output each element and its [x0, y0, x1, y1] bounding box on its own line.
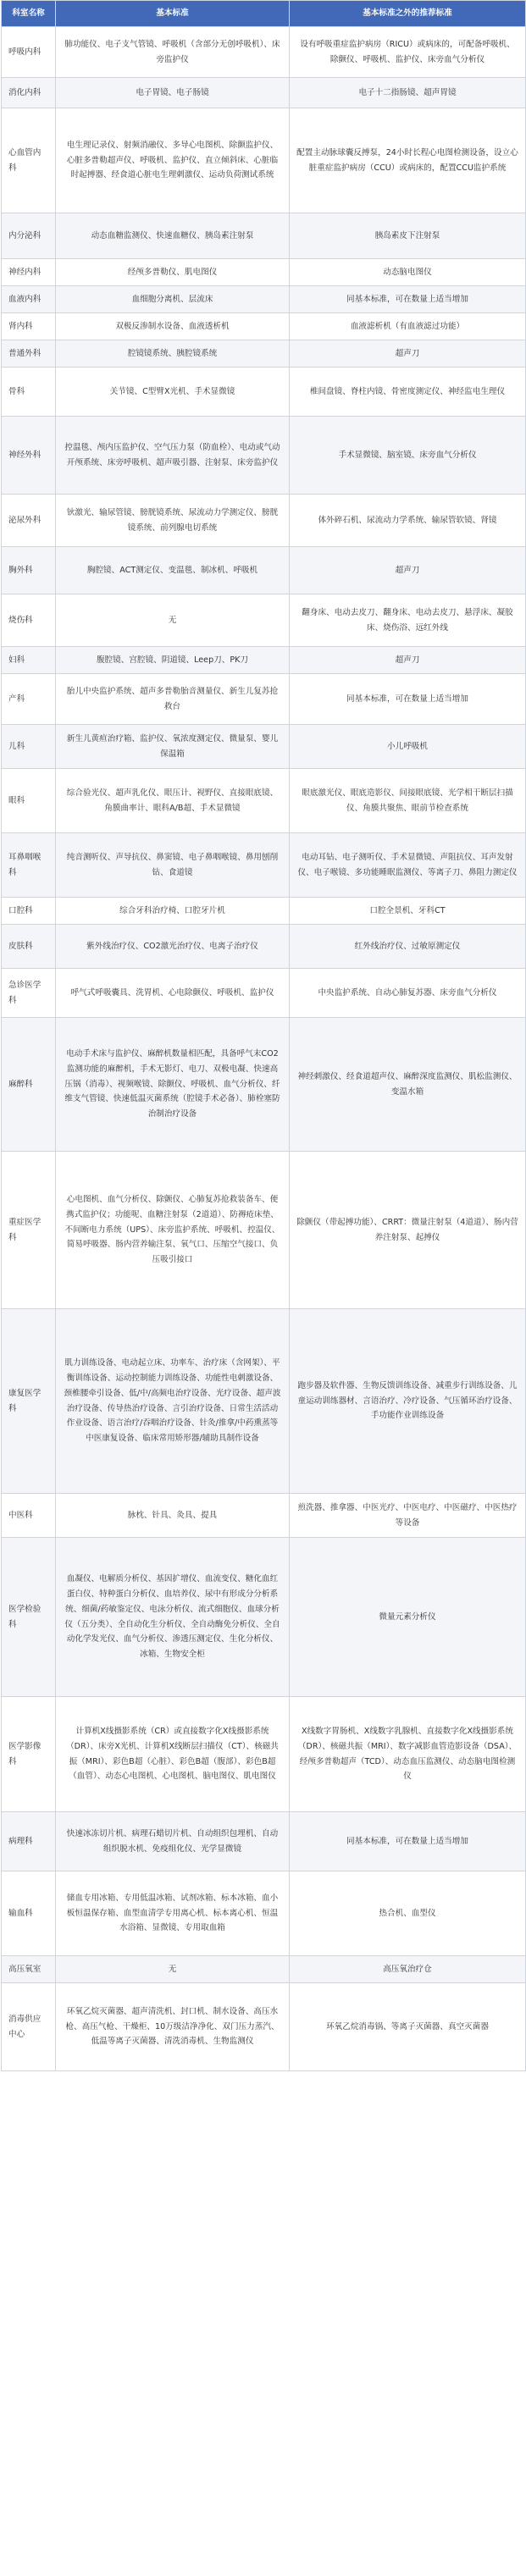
basic-standard: 肺功能仪、电子支气管镜、呼吸机（含部分无创呼吸机）、床旁监护仪 — [56, 27, 290, 78]
department-name: 急诊医学科 — [2, 969, 56, 1018]
basic-standard: 计算机X线摄影系统（CR）或直接数字化X线摄影系统（DR）、床旁X光机、计算机X线断层扫描仪（CT）、核磁共振（MRI）、彩色B超（心脏）、彩色B超（腹部）、彩色B超（血管）、动态心电图机、心电图机、脑电图仪、肌电图仪 — [56, 1697, 290, 1812]
department-name: 骨科 — [2, 368, 56, 417]
recommended-standard: 体外碎石机、尿流动力学系统、输尿管软镜、肾镜 — [290, 495, 526, 547]
table-row — [2, 1018, 526, 1152]
basic-standard: 腔镜镜系统、胰腔镜系统 — [56, 340, 290, 368]
header-basic-standard: 基本标准 — [56, 1, 290, 27]
recommended-standard: 血液滤析机（有血液滤过功能） — [290, 313, 526, 340]
table-row — [2, 769, 526, 833]
department-name: 烧伤科 — [2, 594, 56, 647]
recommended-standard: 设有呼吸重症监护病房（RICU）或病床的，可配备呼吸机、除颤仪、呼吸机、监护仪、床旁血气分析仪 — [290, 27, 526, 78]
recommended-standard: X线数字胃肠机、X线数字乳腺机、直接数字化X线摄影系统（DR）、核磁共振（MRI）、数字减影血管造影设备（DSA）、经颅多普勒超声（TCD）、动态血压监测仪、动态脑电图检测仪 — [290, 1697, 526, 1812]
recommended-standard: 同基本标准，可在数量上适当增加 — [290, 674, 526, 725]
table-row — [2, 1956, 526, 1983]
basic-standard: 血凝仪、电解质分析仪、基因扩增仪、血流变仪、糖化血红蛋白仪、特种蛋白分析仪、血培养仪、尿中有形成分分析系统、细菌/药敏鉴定仪、电泳分析仪、流式细胞仪、血球分析仪（五分类）、全自动化生分析仪、全自动酶免分析仪、全自动化学发光仪、血气分析仪、渗透压测定仪、生化分析仪、冰箱、生物安全柜 — [56, 1538, 290, 1697]
table-row — [2, 969, 526, 1018]
department-name: 消毒供应中心 — [2, 1983, 56, 2071]
header-recommended-standard: 基本标准之外的推荐标准 — [290, 1, 526, 27]
table-row — [2, 725, 526, 769]
department-name: 眼科 — [2, 769, 56, 833]
recommended-standard: 煎洗器、推拿器、中医光疗、中医电疗、中医磁疗、中医热疗等设备 — [290, 1494, 526, 1538]
recommended-standard: 小儿呼吸机 — [290, 725, 526, 769]
recommended-standard: 眼底激光仪、眼底造影仪、间接眼底镜、光学相干断层扫描仪、角膜共聚焦、眼前节检查系统 — [290, 769, 526, 833]
department-name: 中医科 — [2, 1494, 56, 1538]
table-row — [2, 368, 526, 417]
department-name: 麻醉科 — [2, 1018, 56, 1152]
table-row — [2, 1494, 526, 1538]
basic-standard: 腹腔镜、宫腔镜、阴道镜、Leep刀、PK刀 — [56, 647, 290, 674]
basic-standard: 肌力训练设备、电动起立床、功率车、治疗床（含网架）、平衡训练设备、运动控制能力训练设备、功能性电刺激设备、颈椎腰牵引设备、低/中/高频电治疗设备、光疗设备、超声波治疗设备、传导热治疗设备、言引治疗设备、日常生活活动作业设备、语言治疗/吞咽治疗设备、针灸/推拿/中药熏蒸等中医康复设备、临床常用矫形器/辅助具制作设备 — [56, 1309, 290, 1494]
department-name: 康复医学科 — [2, 1309, 56, 1494]
basic-standard: 动态血糖监测仪、快速血糖仪、胰岛素注射泵 — [56, 213, 290, 259]
recommended-standard: 热合机、血型仪 — [290, 1871, 526, 1956]
department-name: 皮肤科 — [2, 925, 56, 969]
department-name: 神经外科 — [2, 417, 56, 495]
basic-standard: 经颅多普勒仪、肌电图仪 — [56, 259, 290, 286]
table-row — [2, 27, 526, 78]
table-row — [2, 213, 526, 259]
department-name: 输血科 — [2, 1871, 56, 1956]
basic-standard: 快速冰冻切片机、病理石蜡切片机、自动组织包埋机、自动组织脱水机、免疫组化仪、光学显微镜 — [56, 1812, 290, 1871]
table-row — [2, 417, 526, 495]
basic-standard: 环氧乙烷灭菌器、超声清洗机、封口机、制水设备、高压水枪、高压气枪、干燥柜、10万级洁净净化、双门压力蒸汽、低温等离子灭菌器、清洗消毒机、生物监测仪 — [56, 1983, 290, 2071]
header-department: 科室名称 — [2, 1, 56, 27]
recommended-standard: 红外线治疗仪、过敏原测定仪 — [290, 925, 526, 969]
basic-standard: 综合验光仪、超声乳化仪、眼压计、视野仪、直接眼底镜、角膜曲率计、眼科A/B超、手术显微镜 — [56, 769, 290, 833]
recommended-standard: 电动耳钻、电子测听仪、手术显微镜、声阻抗仪、耳声发射仪、电子喉镜、多功能睡眠监测仪、等离子刀、鼻阻力测定仪 — [290, 833, 526, 898]
table-row — [2, 594, 526, 647]
basic-standard: 心电图机、血气分析仪、除颤仪、心肺复苏抢救装备车、便携式监护仪；功能呢、血糖注射泵（2道道）、防褥疮床垫、不间断电力系统（UPS）、床旁监护系统、呼吸机、控温仪、简易呼吸器、肠内营养输注泵、氧气口、压缩空气接口、负压吸引接口 — [56, 1152, 290, 1309]
table-row — [2, 833, 526, 898]
basic-standard: 控温毯、颅内压监护仪、空气压力泵（防血栓）、电动或气动开颅系统、床旁呼吸机、超声吸引器、注射泵、床旁监护仪 — [56, 417, 290, 495]
recommended-standard: 椎间盘镜、脊柱内镜、骨密度测定仪、神经监电生理仪 — [290, 368, 526, 417]
table-row — [2, 286, 526, 313]
recommended-standard: 神经刺激仪、经食道超声仪、麻醉深度监测仪、肌松监测仪、变温水箱 — [290, 1018, 526, 1152]
recommended-standard: 翻身床、电动去皮刀、翻身床、电动去皮刀、悬浮床、凝胶床、烧伤浴、远红外线 — [290, 594, 526, 647]
basic-standard: 新生儿黄疸治疗箱、监护仪、氧浓度测定仪、微量泵、婴儿保温箱 — [56, 725, 290, 769]
table-row — [2, 1871, 526, 1956]
basic-standard: 脉枕、针具、灸具、提具 — [56, 1494, 290, 1538]
equipment-standard-table — [1, 0, 526, 2071]
basic-standard: 纯音测听仪、声导抗仪、鼻窦镜、电子鼻咽喉镜、鼻用刨削钻、食道镜 — [56, 833, 290, 898]
recommended-standard: 超声刀 — [290, 547, 526, 594]
table-row — [2, 1538, 526, 1697]
basic-standard: 紫外线治疗仪、CO2激光治疗仪、电离子治疗仪 — [56, 925, 290, 969]
table-row — [2, 259, 526, 286]
table-row — [2, 1152, 526, 1309]
basic-standard: 胸腔镜、ACT测定仪、变温毯、制冰机、呼吸机 — [56, 547, 290, 594]
basic-standard: 电生理记录仪、射频消融仪、多导心电图机、除颤监护仪、心脏多普勒超声仪、呼吸机、监护仪、直立倾斜床、心脏临时起搏器、经食道心脏电生理刺激仪、运动负荷测试系统 — [56, 108, 290, 213]
recommended-standard: 环氧乙烷消毒锅、等离子灭菌器、真空灭菌器 — [290, 1983, 526, 2071]
table-row — [2, 1812, 526, 1871]
department-name: 肾内科 — [2, 313, 56, 340]
basic-standard: 综合牙科治疗椅、口腔牙片机 — [56, 898, 290, 925]
table-row — [2, 898, 526, 925]
recommended-standard: 同基本标准，可在数量上适当增加 — [290, 1812, 526, 1871]
table-row — [2, 1983, 526, 2071]
recommended-standard: 配置主动脉球囊反搏泵，24小时长程心电图检测设备，设立心脏重症监护病房（CCU）或病床的，配置CCU监护系统 — [290, 108, 526, 213]
basic-standard: 胎儿中央监护系统、超声多普勒胎音测量仪、新生儿复苏抢救台 — [56, 674, 290, 725]
table-header-row — [2, 1, 526, 27]
basic-standard: 电动手术床与监护仪、麻醉机数量相匹配，具备呼气末CO2监测功能的麻醉机，手术无影灯、电刀、双极电凝、快速高压锅（消毒）、视频喉镜、除颤仪、呼吸机、血气分析仪、纤维支气管镜、快速低温灭菌系统（腔镜手术必备）、肺栓塞防治制治疗设备 — [56, 1018, 290, 1152]
table-row — [2, 78, 526, 108]
table-row — [2, 340, 526, 368]
basic-standard: 电子胃镜、电子肠镜 — [56, 78, 290, 108]
recommended-standard: 口腔全景机、牙科CT — [290, 898, 526, 925]
basic-standard: 双极反渗制水设备、血液透析机 — [56, 313, 290, 340]
department-name: 血液内科 — [2, 286, 56, 313]
department-name: 呼吸内科 — [2, 27, 56, 78]
department-name: 普通外科 — [2, 340, 56, 368]
table-row — [2, 108, 526, 213]
recommended-standard: 动态脑电图仪 — [290, 259, 526, 286]
department-name: 口腔科 — [2, 898, 56, 925]
table-row — [2, 674, 526, 725]
basic-standard: 钬激光、输尿管镜、膀胱镜系统、尿流动力学测定仪、膀胱镜系统、前列腺电切系统 — [56, 495, 290, 547]
basic-standard: 储血专用冰箱、专用低温冰箱、试剂冰箱、标本冰箱、血小板恒温保存箱、血型血清学专用离心机、标本离心机、恒温水浴箱、显微镜、专用取血箱 — [56, 1871, 290, 1956]
recommended-standard: 超声刀 — [290, 340, 526, 368]
department-name: 耳鼻咽喉科 — [2, 833, 56, 898]
department-name: 妇科 — [2, 647, 56, 674]
recommended-standard: 同基本标准，可在数量上适当增加 — [290, 286, 526, 313]
department-name: 产科 — [2, 674, 56, 725]
basic-standard: 血细胞分离机、层流床 — [56, 286, 290, 313]
table-row — [2, 313, 526, 340]
department-name: 医学影像科 — [2, 1697, 56, 1812]
department-name: 儿科 — [2, 725, 56, 769]
equipment-standard-table-wrapper — [1, 0, 525, 2071]
recommended-standard: 胰岛素皮下注射泵 — [290, 213, 526, 259]
recommended-standard: 电子十二指肠镜、超声胃镜 — [290, 78, 526, 108]
department-name: 心血管内科 — [2, 108, 56, 213]
department-name: 重症医学科 — [2, 1152, 56, 1309]
recommended-standard: 微量元素分析仪 — [290, 1538, 526, 1697]
recommended-standard: 跑步器及软件器、生物反馈训练设备、减重步行训练设备、儿童运动训练器材、言语治疗、冷疗设备、气压循环治疗设备、手功能作业训练设备 — [290, 1309, 526, 1494]
basic-standard: 关节镜、C型臂X光机、手术显微镜 — [56, 368, 290, 417]
department-name: 泌尿外科 — [2, 495, 56, 547]
recommended-standard: 高压氧治疗仓 — [290, 1956, 526, 1983]
department-name: 高压氧室 — [2, 1956, 56, 1983]
table-row — [2, 495, 526, 547]
table-row — [2, 925, 526, 969]
table-row — [2, 1309, 526, 1494]
table-body — [2, 27, 526, 2071]
table-row — [2, 547, 526, 594]
recommended-standard: 手术显微镜、脑室镜、床旁血气分析仪 — [290, 417, 526, 495]
department-name: 病理科 — [2, 1812, 56, 1871]
department-name: 医学检验科 — [2, 1538, 56, 1697]
recommended-standard: 中央监护系统、自动心肺复苏器、床旁血气分析仪 — [290, 969, 526, 1018]
department-name: 消化内科 — [2, 78, 56, 108]
department-name: 神经内科 — [2, 259, 56, 286]
recommended-standard: 超声刀 — [290, 647, 526, 674]
basic-standard: 无 — [56, 1956, 290, 1983]
table-row — [2, 1697, 526, 1812]
basic-standard: 无 — [56, 594, 290, 647]
department-name: 胸外科 — [2, 547, 56, 594]
basic-standard: 呼气式呼吸囊具、洗胃机、心电除颤仪、呼吸机、监护仪 — [56, 969, 290, 1018]
table-row — [2, 647, 526, 674]
recommended-standard: 除颤仪（带起搏功能）、CRRT：微量注射泵（4道道）、肠内营养注射泵、起搏仪 — [290, 1152, 526, 1309]
department-name: 内分泌科 — [2, 213, 56, 259]
